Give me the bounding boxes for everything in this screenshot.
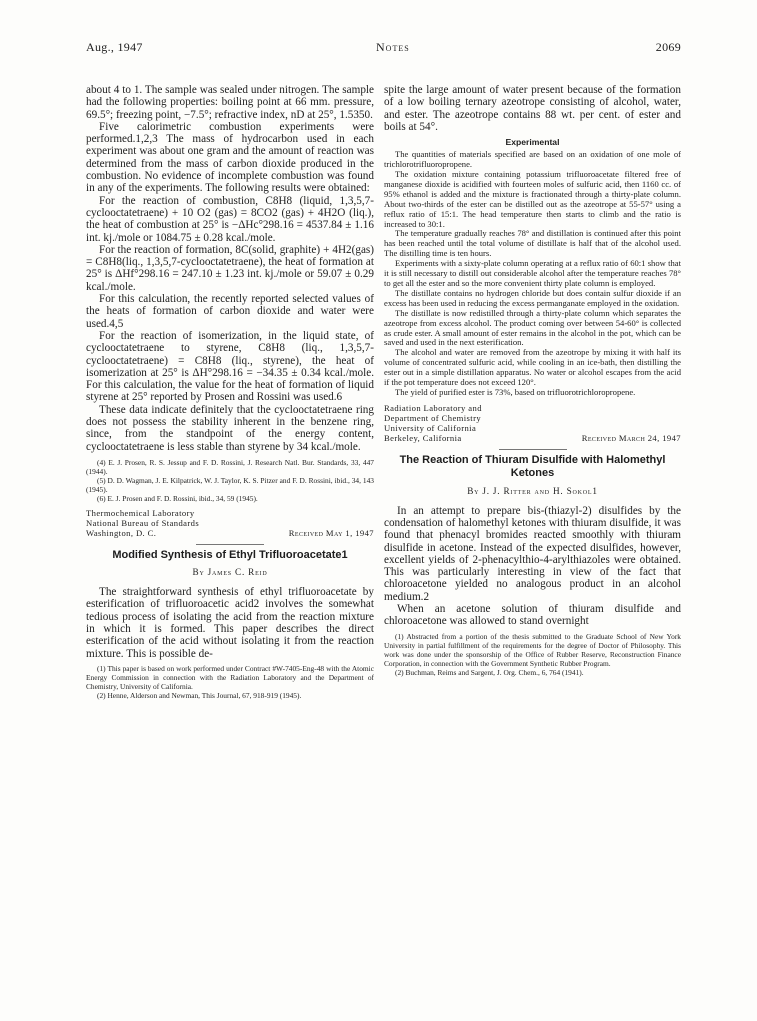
article-title: Modified Synthesis of Ethyl Trifluoroacetate1 — [112, 548, 348, 561]
paragraph: In an attempt to prepare bis-(thiazyl-2) disulfides by the condensation of halomethyl ketones with thiuram disulfide, it was found that phenacyl bromides reacted smoothly with thiuram disulfide in acetone. Instead of the expected disulfides, however, excellent yields of 2-phenacylthio-4-arylthiazoles were obtained. This was particularly interesting in view of the fact that chloroacetone yielded no analogous product in an alcohol medium.2 — [384, 504, 681, 603]
header-date: Aug., 1947 — [86, 40, 143, 54]
signature-line — [384, 433, 681, 443]
affiliation-line: National Bureau of Standards — [86, 518, 200, 529]
footnote: (2) Buchman, Reims and Sargent, J. Org. Chem., 6, 764 (1941). — [395, 667, 584, 677]
left-column — [86, 84, 374, 700]
byline: By James C. Reid — [192, 567, 268, 578]
affiliation-line: Radiation Laboratory and — [384, 402, 482, 413]
paragraph: For the reaction of isomerization, in the liquid state, of cyclooctatetraene to styrene, C8H8 (liq., 1,3,5,7-cyclooctatetraene) = C8H8 (liq., styrene), the heat of isomerization at 25° is ΔH°298.16 = −34.35 ± 0.34 kcal./mole. For this calculation, the value for the heat of formation of liquid styrene at 25° reported by Prosen and Rossini was used.6 — [86, 329, 374, 404]
paragraph: These data indicate definitely that the cyclooctatetraene ring does not possess the stability inherent in the benzene ring, since, from the standpoint of the energy content, cyclooctatetraene is less stable than styrene by 34 kcal./mole. — [86, 403, 374, 453]
footnote: (1) This paper is based on work performed under Contract #W-7405-Eng-48 with the Atomic Energy Commission in connection with the Radiation Laboratory and the Department of Chemistry, University of California. — [86, 663, 374, 691]
paragraph: The distillate contains no hydrogen chloride but does contain sulfur dioxide if an excess has been used in reducing the excess permanganate employed in the oxidation. — [384, 287, 681, 308]
header-section: Notes — [376, 40, 410, 54]
divider — [499, 449, 567, 450]
received-date: Received March 24, 1947 — [581, 433, 681, 444]
paragraph: spite the large amount of water present because of the formation of a low boiling ternary azeotrope consisting of alcohol, water, and ester. The azeotrope contains 88 wt. per cent. of ester and boils at 54°. — [384, 84, 681, 133]
city: Washington, D. C. — [86, 528, 157, 539]
footnote: (5) D. D. Wagman, J. E. Kilpatrick, W. J. Taylor, K. S. Pitzer and F. D. Rossini, ibid., 34, 143 (1945). — [86, 475, 374, 494]
paragraph: The alcohol and water are removed from the azeotrope by mixing it with half its volume of concentrated sulfuric acid, while cooling in an ice-bath, then distilling the ester out in a simple distillation apparatus. No water or alcohol escapes from the acid if the pot temperature does not exceed 120°. — [384, 347, 681, 388]
page-number: 2069 — [655, 40, 681, 54]
paragraph: about 4 to 1. The sample was sealed under nitrogen. The sample had the following properties: boiling point at 66 mm. pressure, 69.5°; freezing point, −7.5°; refractive index, nD at 25°, 1.5350. — [86, 84, 374, 121]
paragraph: Experiments with a sixty-plate column operating at a reflux ratio of 60:1 show that it is still necessary to distill out considerable alcohol after the temperature reaches 78° to get all the ester and so the more convenient thirty plate column is employed. — [384, 258, 681, 288]
section-heading: Experimental — [505, 137, 560, 148]
paragraph: The distillate is now redistilled through a thirty-plate column which separates the azeotrope from excess alcohol. The product coming over between 54-60° is collected as crude ester. A small amount of ester remains in the alcohol in the pot, which can be saved and used in the next esterification. — [384, 307, 681, 348]
paragraph: When an acetone solution of thiuram disulfide and chloroacetone was allowed to stand overnight — [384, 603, 681, 628]
affiliation-line: Thermochemical Laboratory — [86, 507, 195, 518]
affiliation-line: University of California — [384, 423, 477, 434]
received-date: Received May 1, 1947 — [288, 528, 374, 539]
paragraph: For this calculation, the recently reported selected values of the heats of formation of carbon dioxide and water were used.4,5 — [86, 293, 374, 330]
paragraph: For the reaction of formation, 8C(solid, graphite) + 4H2(gas) = C8H8(liq., 1,3,5,7-cyclooctatetraene), the heat of formation at 25° is ΔHf°298.16 = 247.10 ± 1.23 int. kj./mole or 59.07 ± 0.29 kcal./mole. — [86, 243, 374, 293]
city: Berkeley, California — [384, 433, 462, 444]
paragraph: The straightforward synthesis of ethyl trifluoroacetate by esterification of trifluoroacetic acid2 involves the somewhat tedious process of isolating the acid from the reaction mixture in which it is formed. This paper describes the direct esterification of the acid without isolating it from the reaction mixture. This is possible de- — [86, 586, 374, 660]
paragraph: Five calorimetric combustion experiments were performed.1,2,3 The mass of hydrocarbon used in each experiment was about one gram and the amount of reaction was determined from the mass of carbon dioxide produced in the combustion. No evidence of incomplete combustion was found in any of the experiments. The following results were obtained: — [86, 120, 374, 195]
signature-line — [86, 528, 374, 538]
footnote: (4) E. J. Prosen, R. S. Jessup and F. D. Rossini, J. Research Natl. Bur. Standards, 33, 447 (1944). — [86, 457, 374, 476]
article-title: The Reaction of Thiuram Disulfide with Halomethyl Ketones — [399, 453, 666, 480]
footnote: (1) Abstracted from a portion of the thesis submitted to the Graduate School of New York University in partial fulfillment of the requirements for the degree of Doctor of Philosophy. This work was done under the sponsorship of the Office of Rubber Reserve, Reconstruction Finance Corporation, in connection with the Government Synthetic Rubber Program. — [384, 631, 681, 668]
paragraph: The oxidation mixture containing potassium trifluoroacetate filtered free of manganese dioxide is acidified with fourteen moles of sulfuric acid, then 1160 cc. of 95% ethanol is added and the mixture is fractionated through a thirty-plate column. About two-thirds of the ester can be distilled out as the azeotrope at 55-57° using a reflux ratio of 15:1. The head temperature then starts to climb and the ratio is increased to 30:1. — [384, 169, 681, 229]
affiliation-line: Department of Chemistry — [384, 413, 482, 424]
right-column — [384, 84, 681, 677]
footnote: (6) E. J. Prosen and F. D. Rossini, ibid., 34, 59 (1945). — [97, 493, 258, 503]
paragraph: The yield of purified ester is 73%, based on trifluorotrichloropropene. — [395, 386, 636, 397]
divider — [196, 544, 264, 545]
paragraph: The temperature gradually reaches 78° and distillation is continued after this point has been reached until the total volume of distillate is half that of the alcohol used. The distilling time is ten hours. — [384, 228, 681, 259]
paragraph: The quantities of materials specified are based on an oxidation of one mole of trichlorotrifluoropropene. — [384, 149, 681, 170]
paragraph: For the reaction of combustion, C8H8 (liquid, 1,3,5,7-cyclooctatetraene) + 10 O2 (gas) = 8CO2 (gas) + 4H2O (liq.), the heat of combustion at 25° is −ΔHc°298.16 = 4537.84 ± 1.16 int. kj./mole or 1084.75 ± 0.28 kcal./mole. — [86, 194, 374, 244]
footnote: (2) Henne, Alderson and Newman, This Journal, 67, 918-919 (1945). — [97, 690, 302, 700]
byline: By J. J. Ritter and H. Sokol1 — [467, 485, 598, 496]
